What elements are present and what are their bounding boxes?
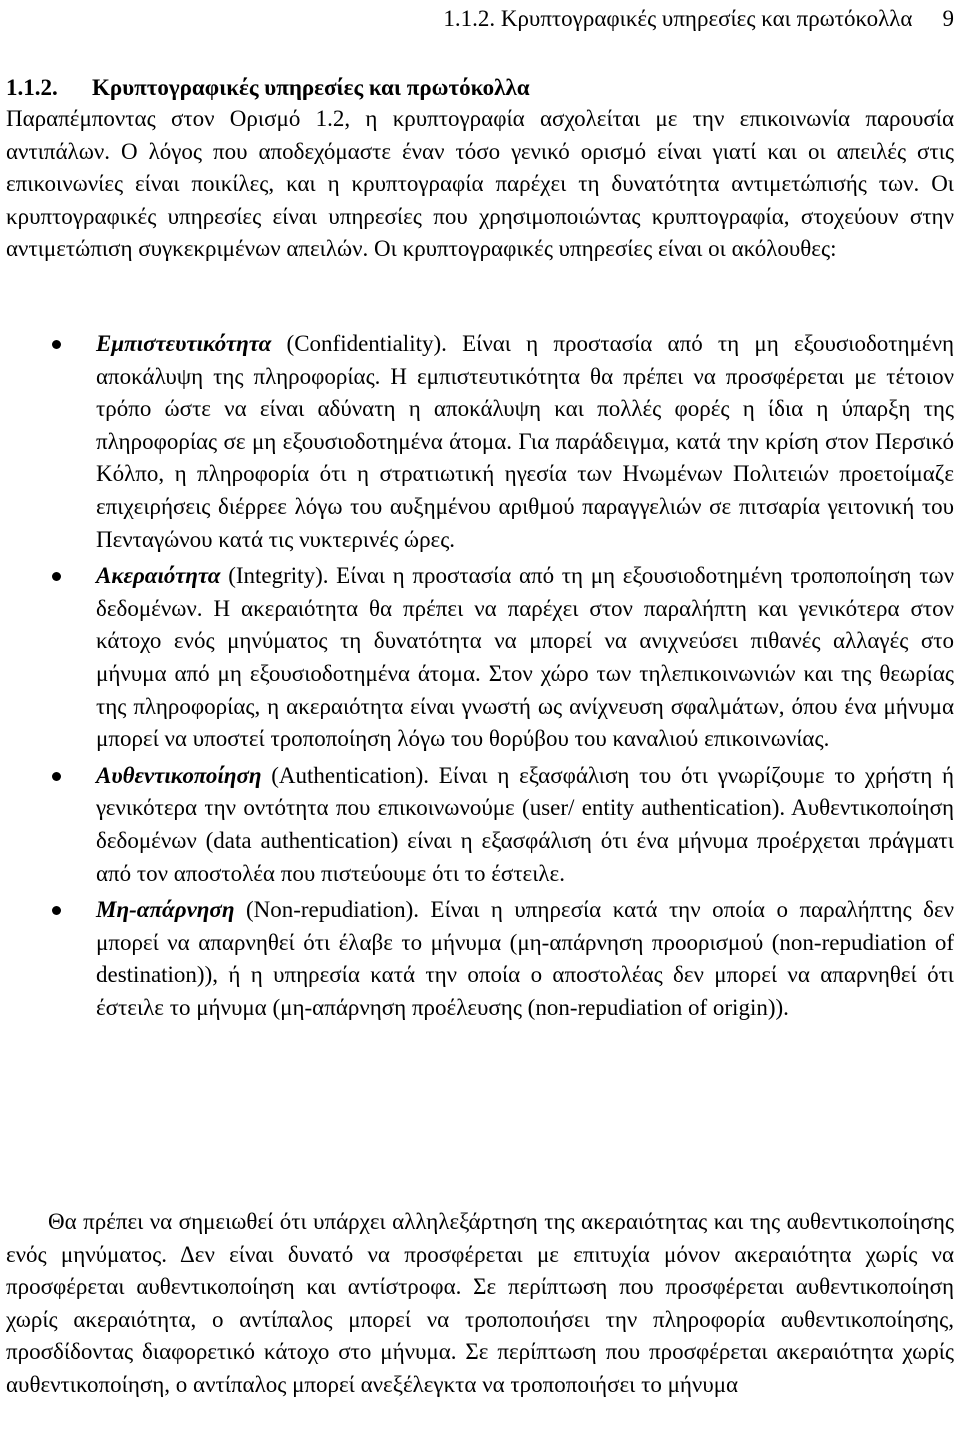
list-item-non-repudiation <box>96 894 954 1024</box>
service-description: (Authentication). Είναι η εξασφάλιση του ότι γνωρίζουμε το χρήστη ή γενικότερα την οντότητα που επικοινωνούμε (user/ entity authentication). Αυθεντικοποίηση δεδομένων (data authentication) είναι η εξασφάλιση ότι ένα μήνυμα προέρχεται πράγματι από τον αποστολέα που πιστεύουμε ότι το έστειλε. <box>96 762 954 886</box>
section-title: Κρυπτογραφικές υπηρεσίες και πρωτόκολλα <box>92 75 530 100</box>
services-list <box>0 328 960 1028</box>
service-term: Εμπιστευτικότητα <box>96 331 272 356</box>
section-heading <box>6 72 530 104</box>
service-description: (Non-repudiation). Είναι η υπηρεσία κατά την οποία ο παραλήπτης δεν μπορεί να απαρνηθεί ότι έλαβε το μήνυμα (μη-απάρνηση προορισμού (non-repudiation of destination)), ή η υπηρεσία κατά την οποία ο αποστολέας δεν μπορεί να απαρνηθεί ότι έστειλε το μήνυμα (μη-απάρνηση προέλευσης (non-repudiation of origin)). <box>96 897 954 1020</box>
closing-paragraph: Θα πρέπει να σημειωθεί ότι υπάρχει αλληλεξάρτηση της ακεραιότητας και της αυθεντικοποίησης ενός μηνύματος. Δεν είναι δυνατό να προσφέρεται με επιτυχία μόνον ακεραιότητα χωρίς να προσφέρεται αυθεντικοποίηση και αντίστροφα. Σε περίπτωση που προσφέρεται αυθεντικοποίηση χωρίς ακεραιότητα, ο αντίπαλος μπορεί να τροποποιήσει την πληροφορία αυθεντικοποίησης, προσδίδοντας διαφορετικό κάτοχο στο μήνυμα. Σε περίπτωση που προσφέρεται ακεραιότητα χωρίς αυθεντικοποίηση, ο αντίπαλος μπορεί ανεξέλεγκτα να τροποποιήσει το μήνυμα <box>6 1209 954 1397</box>
intro-paragraph: Παραπέμποντας στον Ορισμό 1.2, η κρυπτογραφία ασχολείται με την επικοινωνία παρουσία αντιπάλων. Ο λόγος που αποδεχόμαστε έναν τόσο γενικό ορισμό είναι γιατί και οι απειλές στις επικοινωνίες είναι ποικίλες, και η κρυπτογραφία παρέχει τη δυνατότητα αντιμετώπισής των. Οι κρυπτογραφικές υπηρεσίες είναι υπηρεσίες που χρησιμοποιώντας κρυπτογραφία, στοχεύουν στην αντιμετώπιση συγκεκριμένων απειλών. Οι κρυπτογραφικές υπηρεσίες είναι οι ακόλουθες: <box>6 106 954 262</box>
section-number: 1.1.2. <box>6 75 58 100</box>
bullet-icon <box>52 572 61 581</box>
list-item-authentication <box>96 760 954 890</box>
running-header-title: 1.1.2. Κρυπτογραφικές υπηρεσίες και πρωτόκολλα <box>443 6 913 31</box>
list-item-confidentiality <box>96 328 954 556</box>
bullet-icon <box>52 906 61 915</box>
list-item-integrity <box>96 560 954 756</box>
service-term: Ακεραιότητα <box>96 563 221 589</box>
bullet-icon <box>52 772 61 781</box>
running-header <box>443 4 954 34</box>
service-term: Μη-απάρνηση <box>96 897 235 923</box>
page-number: 9 <box>942 6 954 31</box>
service-description: (Integrity). Είναι η προστασία από τη μη εξουσιοδοτημένη τροποποίηση των δεδομένων. Η ακεραιότητα θα πρέπει να παρέχει στον παραλήπτη και γενικότερα στον κάτοχο ενός μηνύματος τη δυνατότητα να μπορεί να ανιχνεύσει πιθανές αλλαγές στο μήνυμα από μη εξουσιοδοτημένα άτομα. Στον χώρο των τηλεπικοινωνιών και της θεωρίας της πληροφορίας, η ακεραιότητα είναι γνωστή ως ανίχνευση σφαλμάτων, όπου ένα μήνυμα μπορεί να υποστεί τροποποίηση λόγω του θορύβου του καναλιού επικοινωνίας. <box>96 563 954 752</box>
service-description: (Confidentiality). Είναι η προστασία από τη μη εξουσιοδοτημένη αποκάλυψη της πληροφορίας. Η εμπιστευτικότητα θα πρέπει να προσφέρεται με τέτοιον τρόπο ώστε να είναι αδύνατη η αποκάλυψη και πολλές φορές η ίδια η ύπαρξη της πληροφορίας σε μη εξουσιοδοτημένα άτομα. Για παράδειγμα, κατά την κρίση στον Περσικό Κόλπο, η πληροφορία ότι η στρατιωτική ηγεσία των Ηνωμένων Πολιτειών προετοίμαζε επιχειρήσεις διέρρεε λόγω του αυξημένου αριθμού παραγγελιών σε πιτσαρία γειτονική του Πενταγώνου κατά τις νυκτερινές ώρες. <box>96 331 954 552</box>
service-term: Αυθεντικοποίηση <box>96 762 262 788</box>
bullet-icon <box>52 340 61 349</box>
